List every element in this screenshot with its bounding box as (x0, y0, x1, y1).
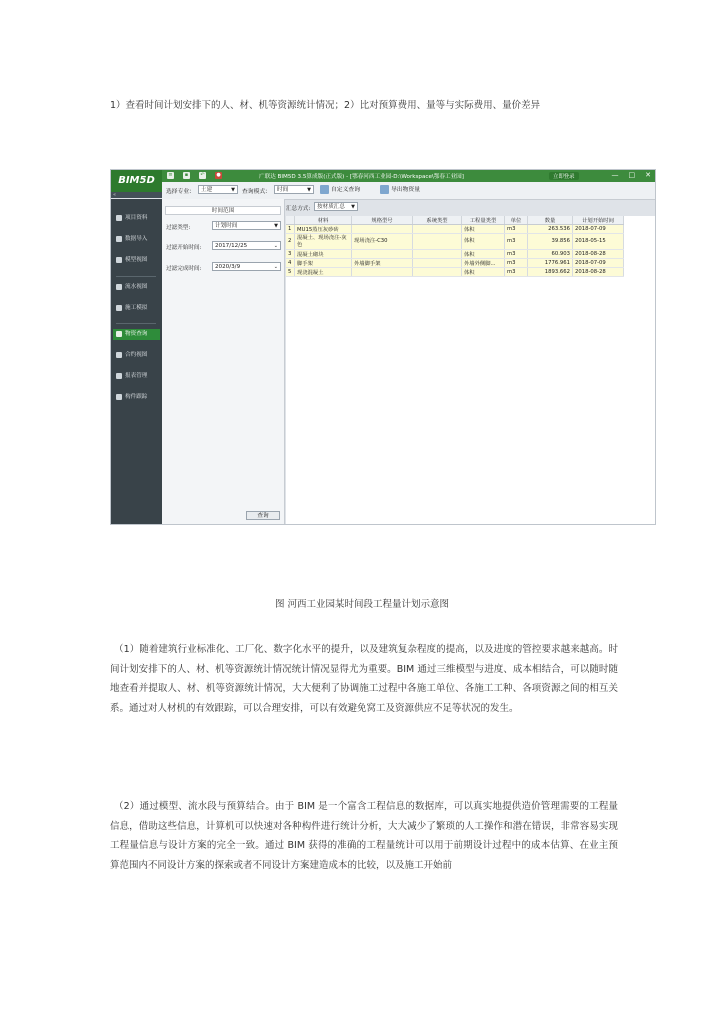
sidebar-item-label: 流水视图 (125, 284, 148, 290)
sidebar-item-label: 合约视图 (125, 352, 148, 358)
table-cell (352, 225, 413, 234)
save-icon[interactable]: ▪ (184, 172, 189, 178)
table-cell: 脚手架 (295, 259, 352, 268)
material-icon (116, 331, 122, 337)
table-cell (413, 250, 462, 259)
export-label: 导出物资量 (391, 187, 420, 193)
row-index: 4 (286, 259, 295, 268)
table-cell: 1776.961 (528, 259, 573, 268)
column-header[interactable]: 材料 (295, 216, 352, 225)
sidebar-item-label: 项目资料 (125, 215, 148, 221)
chevron-down-icon: ⌄ (273, 264, 278, 270)
sidebar-item-project-info[interactable] (116, 213, 160, 224)
column-header[interactable]: 单位 (505, 216, 528, 225)
table-cell: m3 (505, 250, 528, 259)
table-cell: m3 (505, 225, 528, 234)
table-cell: 263.536 (528, 225, 573, 234)
main-toolbar (162, 182, 655, 200)
table-cell: 体积 (462, 234, 505, 250)
title-bar (111, 170, 655, 182)
sidebar-item-flow-view[interactable] (116, 282, 160, 293)
table-cell: 体积 (462, 225, 505, 234)
table-header-row (286, 216, 624, 225)
summary-value: 按材质汇总 (317, 204, 345, 210)
filter-panel-title: 时间范围 (165, 206, 281, 215)
filter-panel (162, 199, 285, 524)
flow-icon (116, 284, 122, 290)
sidebar-item-report[interactable] (116, 371, 160, 382)
row-index: 3 (286, 250, 295, 259)
login-button[interactable]: 立即登录 (549, 172, 579, 180)
import-icon (116, 236, 122, 242)
chevron-down-icon: ▼ (274, 223, 278, 229)
chevron-down-icon: ▼ (231, 187, 235, 193)
table-row[interactable] (286, 225, 624, 234)
close-icon[interactable]: ✕ (645, 171, 651, 179)
worker-icon (116, 305, 122, 311)
table-cell (413, 259, 462, 268)
table-row[interactable] (286, 259, 624, 268)
export-icon (380, 185, 389, 194)
column-header[interactable]: 工程量类型 (462, 216, 505, 225)
summary-mode (286, 204, 355, 212)
table-cell (352, 268, 413, 277)
sidebar-item-label: 数据导入 (125, 236, 148, 242)
window-title: 广联达 BIM5D 3.5算成版(正式版) - [鄂春河西工业园-D:\Workspace\鄂春工业园] (259, 174, 464, 180)
filter-end-label: 过滤完成时间: (166, 266, 202, 272)
table-cell: m3 (505, 234, 528, 250)
undo-icon[interactable]: ↶ (200, 172, 205, 178)
row-index: 1 (286, 225, 295, 234)
chevron-down-icon: ⌄ (273, 243, 278, 249)
table-cell (352, 250, 413, 259)
table-cell: m3 (505, 259, 528, 268)
filter-end-date[interactable] (212, 262, 281, 271)
sidebar-item-material-query[interactable] (113, 329, 160, 340)
export-button[interactable] (380, 184, 420, 196)
query-button[interactable]: 查询 (246, 511, 280, 520)
report-icon (116, 373, 122, 379)
custom-query-button[interactable] (320, 184, 360, 196)
column-header[interactable]: 计划开始时间 (573, 216, 624, 225)
filter-end-value: 2020/3/9 (215, 264, 241, 270)
table-cell: 体积 (462, 250, 505, 259)
sidebar-divider (116, 323, 156, 324)
table-cell: 39.856 (528, 234, 573, 250)
summary-label: 汇总方式: (286, 206, 311, 212)
filter-type-value: 计划时间 (215, 223, 238, 229)
table-cell: 混凝土砌块 (295, 250, 352, 259)
software-screenshot (110, 169, 656, 525)
mode-value: 时间 (277, 187, 289, 193)
model-icon (116, 257, 122, 263)
table-cell: 2018-08-28 (573, 268, 624, 277)
table-cell (413, 225, 462, 234)
custom-query-label: 自定义查询 (331, 187, 360, 193)
filter-start-date[interactable] (212, 241, 281, 250)
table-row[interactable] (286, 234, 624, 250)
table-cell: 2018-08-28 (573, 250, 624, 259)
contract-icon (116, 352, 122, 358)
table-cell: 混凝土、现场浇注-灰色 (295, 234, 352, 250)
filter-start-label: 过滤开始时间: (166, 245, 202, 251)
table-cell: 2018-07-09 (573, 225, 624, 234)
table-cell: 外墙外侧脚... (462, 259, 505, 268)
paragraph-2: （2）通过模型、流水段与预算结合。由于 BIM 是一个富含工程信息的数据库，可以真实地提供造价管理需要的工程量信息，借助这些信息，计算机可以快速对各种构件进行统计分析，大大减少了繁琐的人工操作和潜在错误，非常容易实现工程量信息与设计方案的完全一致。通过 BIM 获得的准确的工程量统计可以用于前期设计过程中的成本估算、在业主预算范围内不同设计方案的探索或者不同设计方案建造成本的比较，以及施工开始前 (110, 801, 618, 871)
row-index: 5 (286, 268, 295, 277)
material-table (286, 216, 655, 524)
mode-label: 查询模式: (242, 189, 268, 195)
query-icon (320, 185, 329, 194)
sidebar-item-label: 物资查询 (125, 331, 148, 337)
record-icon[interactable]: ● (216, 172, 221, 178)
table-cell: 60.903 (528, 250, 573, 259)
sidebar-item-label: 构件跟踪 (125, 394, 148, 400)
intro-text: 1）查看时间计划安排下的人、材、机等资源统计情况；2）比对预算费用、量等与实际费用、量价差异 (110, 100, 541, 111)
major-value: 土建 (201, 187, 213, 193)
sidebar-item-construction-sim[interactable] (116, 303, 160, 314)
column-header[interactable]: 规格型号 (352, 216, 413, 225)
sidebar-item-label: 模型视图 (125, 257, 148, 263)
summary-select[interactable] (314, 202, 358, 211)
window-controls (612, 171, 652, 179)
collapse-sidebar-button[interactable]: « (111, 192, 162, 198)
sidebar-divider (116, 276, 156, 277)
table-cell: 体积 (462, 268, 505, 277)
sidebar-item-contract-view[interactable] (116, 350, 160, 361)
quick-access-toolbar (167, 172, 222, 179)
figure-caption: 图 河西工业园某时间段工程量计划示意图 (274, 599, 450, 610)
folder-icon (116, 215, 122, 221)
table-cell: 现浇混凝土 (295, 268, 352, 277)
paragraph-1: （1）随着建筑行业标准化、工厂化、数字化水平的提升，以及建筑复杂程度的提高，以及进度的管控要求越来越高。时间计划安排下的人、材、机等资源统计情况统计情况显得尤为重要。BIM 通过三维模型与进度、成本相结合，可以随时随地查看并提取人、材、机等资源统计情况，大大便利了协调施工过程中各施工单位、各施工工种、各项资源之间的相互关系。通过对人材机的有效跟踪，可以合理安排，可以有效避免窝工及资源供应不足等状况的发生。 (110, 644, 618, 714)
minimize-icon[interactable]: — (611, 171, 619, 179)
sidebar (111, 199, 162, 524)
table-cell: 1893.662 (528, 268, 573, 277)
filter-type-select[interactable] (212, 221, 281, 230)
sidebar-item-data-import[interactable] (116, 234, 160, 245)
sidebar-item-model-view[interactable] (116, 255, 160, 266)
chevron-down-icon: ▼ (307, 187, 311, 193)
row-index: 2 (286, 234, 295, 250)
filter-type-label: 过滤类型: (166, 225, 191, 231)
table-row[interactable] (286, 250, 624, 259)
app-menu-icon[interactable]: ≡ (168, 172, 173, 178)
table-cell: MU15蒸压灰砂砖 (295, 225, 352, 234)
major-label: 选择专业: (166, 189, 192, 195)
chevron-down-icon: ▼ (351, 204, 355, 210)
table-cell: 现场浇注-C30 (352, 234, 413, 250)
table-cell: 外墙脚手架 (352, 259, 413, 268)
sidebar-item-component-tracking[interactable] (116, 392, 160, 403)
major-select[interactable] (198, 185, 238, 194)
app-logo: BIM5D (111, 170, 162, 192)
column-header[interactable]: 系统类型 (413, 216, 462, 225)
sidebar-item-label: 施工模拟 (125, 305, 148, 311)
table-cell (413, 234, 462, 250)
table-cell: 2018-05-15 (573, 234, 624, 250)
table-row[interactable] (286, 268, 624, 277)
table-cell: m3 (505, 268, 528, 277)
table-cell (413, 268, 462, 277)
tracking-icon (116, 394, 122, 400)
table-cell: 2018-07-09 (573, 259, 624, 268)
sidebar-item-label: 报表管理 (125, 373, 148, 379)
row-index-header (286, 216, 295, 225)
maximize-icon[interactable]: □ (628, 171, 636, 179)
column-header[interactable]: 数量 (528, 216, 573, 225)
mode-select[interactable] (274, 185, 314, 194)
filter-start-value: 2017/12/25 (215, 243, 248, 249)
